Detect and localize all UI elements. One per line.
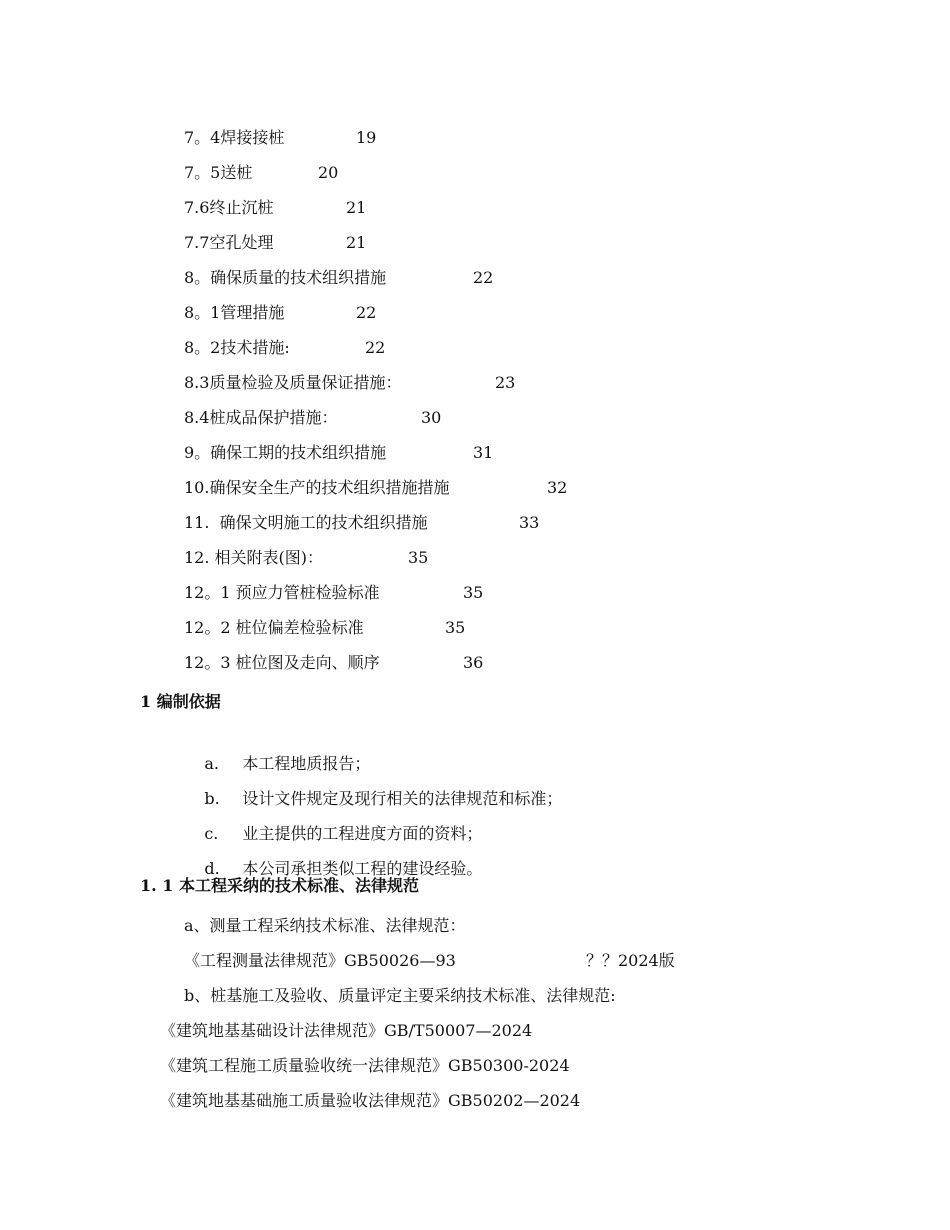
standards-intro: a、测量工程采纳技术标准、法律规范： bbox=[184, 916, 466, 935]
standard-reference: 《建筑工程施工质量验收统一法律规范》GB50300-2024 bbox=[160, 1056, 570, 1075]
toc-entry[interactable] bbox=[184, 372, 401, 394]
toc-entry-title: 7。5送桩 bbox=[184, 163, 253, 182]
toc-entry[interactable] bbox=[184, 407, 337, 429]
basis-item bbox=[184, 731, 371, 773]
toc-page-number: 21 bbox=[346, 233, 367, 252]
toc-page-number: 33 bbox=[519, 513, 540, 532]
toc-entry-title: 12. 相关附表(图)： bbox=[184, 548, 324, 567]
standard-reference: 《建筑地基基础施工质量验收法律规范》GB50202—2024 bbox=[160, 1091, 581, 1110]
toc-entry[interactable] bbox=[184, 127, 284, 149]
toc-entry[interactable] bbox=[184, 302, 284, 324]
toc-page-number: 22 bbox=[473, 268, 494, 287]
toc-page-number: 35 bbox=[445, 618, 466, 637]
toc-entry-title: 12。3 桩位图及走向、顺序 bbox=[184, 653, 380, 672]
toc-entry-title: 11. 确保文明施工的技术组织措施 bbox=[184, 513, 428, 532]
toc-entry-title: 10.确保安全生产的技术组织措施措施 bbox=[184, 478, 450, 497]
toc-entry[interactable] bbox=[184, 442, 386, 464]
standard-reference: 《工程测量法律规范》GB50026—93 bbox=[184, 951, 456, 970]
subsection-heading: 1. 1 本工程采纳的技术标准、法律规范 bbox=[140, 876, 419, 895]
toc-entry-title: 12。1 预应力管桩检验标准 bbox=[184, 583, 380, 602]
list-marker: d. bbox=[204, 859, 220, 878]
basis-item bbox=[184, 801, 483, 843]
toc-entry[interactable] bbox=[184, 337, 290, 359]
toc-entry-title: 8。1管理措施 bbox=[184, 303, 285, 322]
toc-page-number: 35 bbox=[408, 548, 429, 567]
toc-entry[interactable] bbox=[184, 267, 386, 289]
toc-page-number: 35 bbox=[463, 583, 484, 602]
toc-entry[interactable] bbox=[184, 232, 273, 254]
standard-note: ？？2024版 bbox=[586, 951, 675, 970]
basis-item bbox=[184, 766, 563, 808]
toc-page-number: 31 bbox=[473, 443, 494, 462]
toc-entry[interactable] bbox=[184, 162, 252, 184]
basis-item-text: 业主提供的工程进度方面的资料； bbox=[242, 824, 483, 843]
toc-entry[interactable] bbox=[184, 512, 428, 534]
toc-entry[interactable] bbox=[184, 582, 380, 604]
basis-item-text: 设计文件规定及现行相关的法律规范和标准； bbox=[242, 789, 563, 808]
toc-page-number: 19 bbox=[356, 128, 377, 147]
toc-entry-title: 8.3质量检验及质量保证措施： bbox=[184, 373, 402, 392]
toc-entry-title: 7。4焊接接桩 bbox=[184, 128, 285, 147]
toc-entry-title: 12。2 桩位偏差检验标准 bbox=[184, 618, 364, 637]
toc-page-number: 23 bbox=[495, 373, 516, 392]
toc-page-number: 21 bbox=[346, 198, 367, 217]
toc-entry[interactable] bbox=[184, 477, 449, 499]
toc-page-number: 20 bbox=[318, 163, 339, 182]
toc-entry[interactable] bbox=[184, 617, 364, 639]
toc-entry[interactable] bbox=[184, 197, 273, 219]
toc-entry[interactable] bbox=[184, 652, 380, 674]
toc-entry-title: 7.6终止沉桩 bbox=[184, 198, 274, 217]
toc-page-number: 22 bbox=[365, 338, 386, 357]
toc-entry-title: 7.7空孔处理 bbox=[184, 233, 274, 252]
toc-page-number: 32 bbox=[547, 478, 568, 497]
toc-entry-title: 8.4桩成品保护措施： bbox=[184, 408, 338, 427]
standard-reference: 《建筑地基基础设计法律规范》GB/T50007—2024 bbox=[160, 1021, 533, 1040]
basis-item bbox=[184, 836, 483, 878]
basis-item-text: 本工程地质报告； bbox=[242, 754, 371, 773]
list-marker: b. bbox=[204, 789, 220, 808]
toc-page-number: 30 bbox=[421, 408, 442, 427]
list-marker: c. bbox=[204, 824, 219, 843]
list-marker: a. bbox=[204, 754, 219, 773]
toc-page-number: 22 bbox=[356, 303, 377, 322]
toc-entry[interactable] bbox=[184, 547, 323, 569]
toc-page-number: 36 bbox=[463, 653, 484, 672]
section-heading: 1 编制依据 bbox=[140, 692, 221, 711]
basis-item-text: 本公司承担类似工程的建设经验。 bbox=[242, 859, 483, 878]
toc-entry-title: 9。确保工期的技术组织措施 bbox=[184, 443, 387, 462]
toc-entry-title: 8。确保质量的技术组织措施 bbox=[184, 268, 387, 287]
toc-entry-title: 8。2技术措施: bbox=[184, 338, 290, 357]
standards-intro: b、桩基施工及验收、质量评定主要采纳技术标准、法律规范: bbox=[184, 986, 616, 1005]
